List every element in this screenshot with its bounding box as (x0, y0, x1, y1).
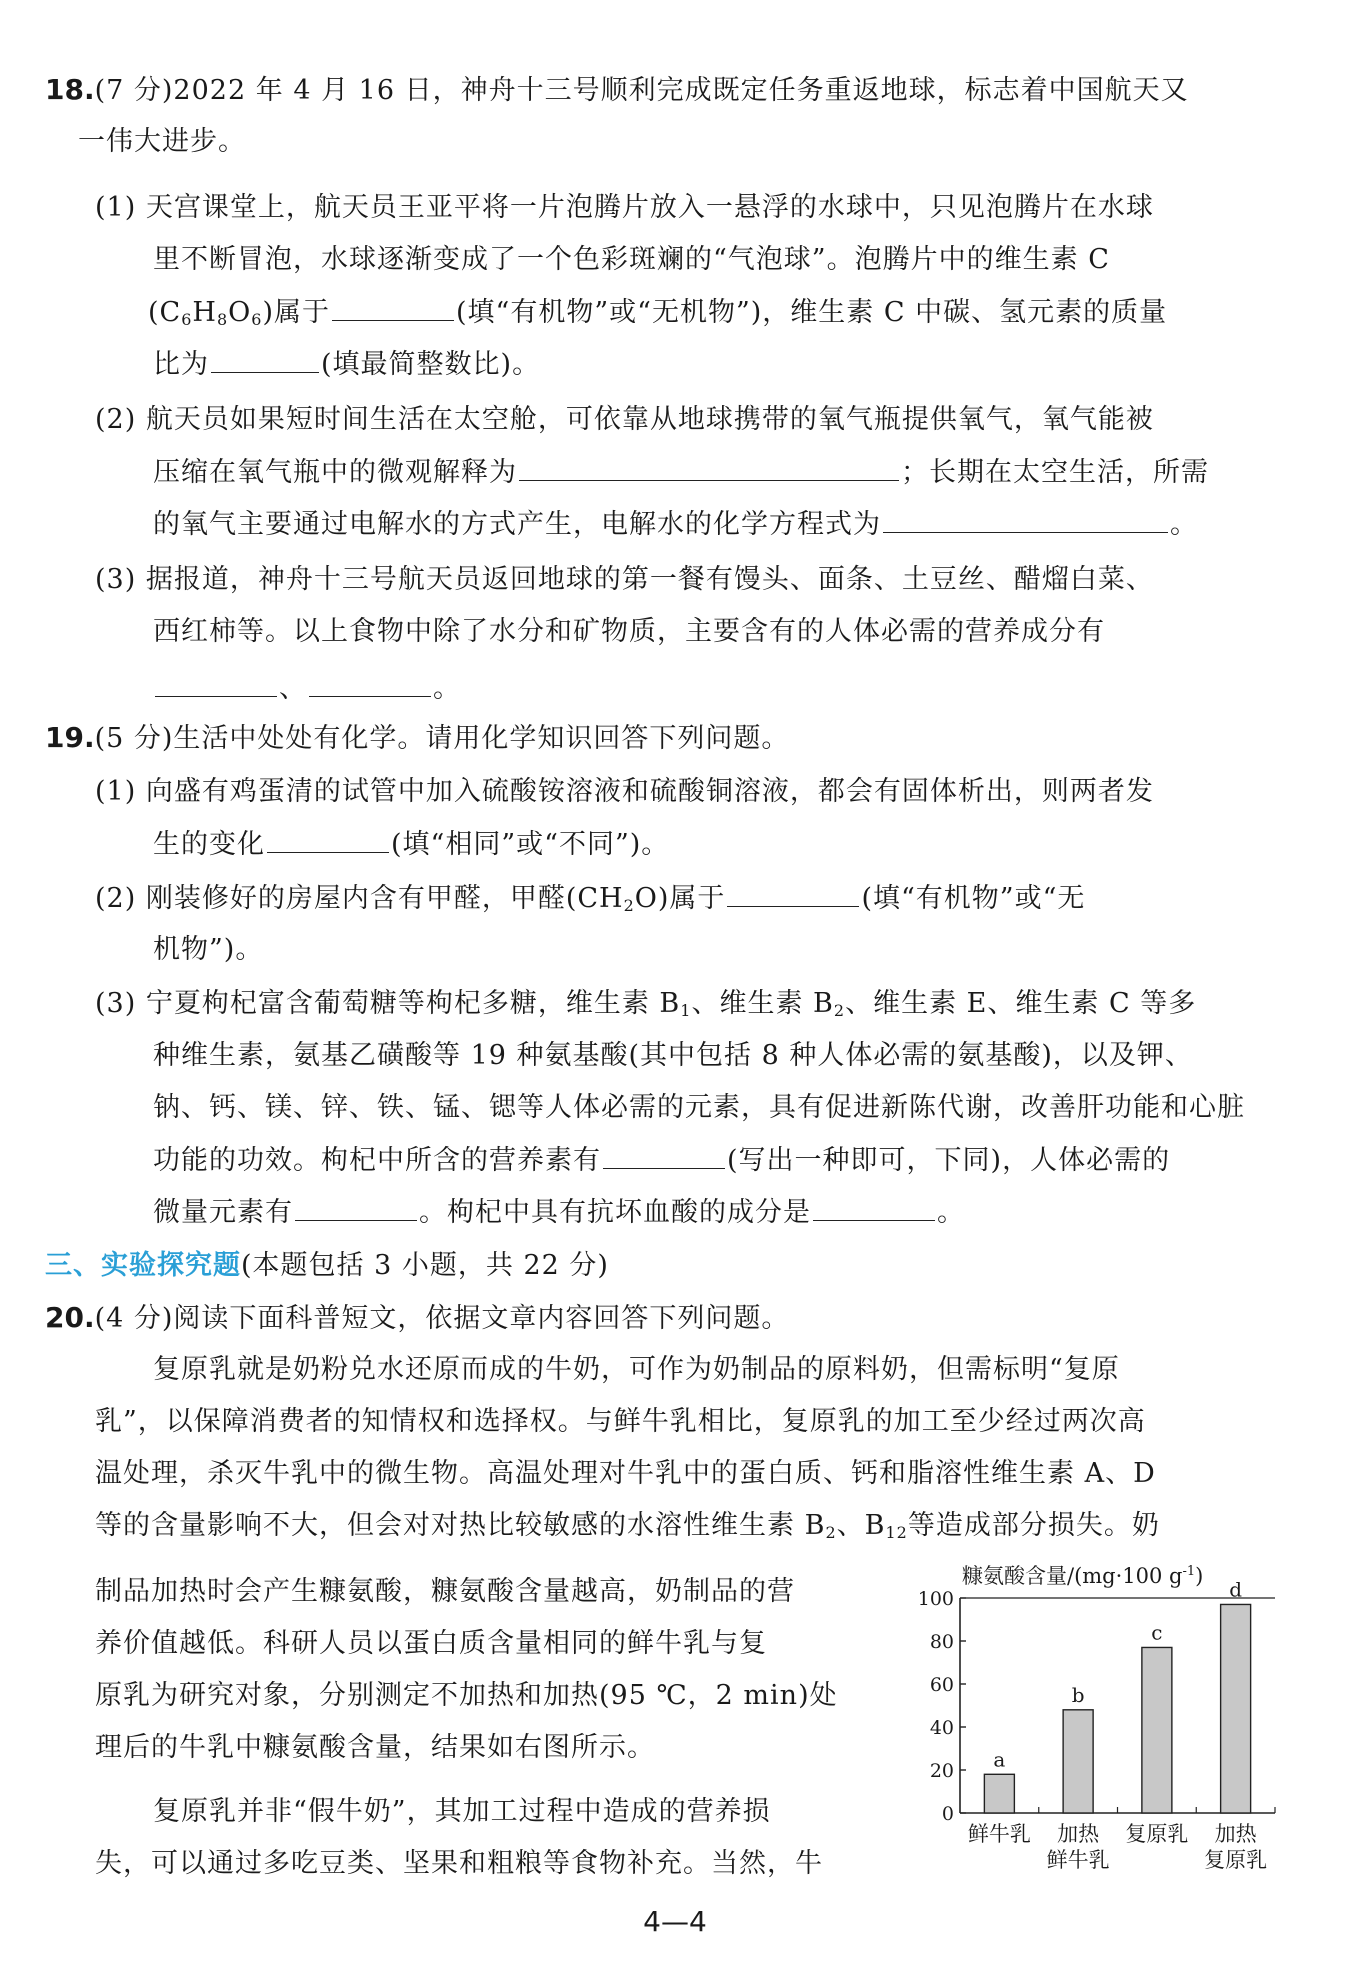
furosine-bar-chart (905, 1565, 1285, 1885)
q20-article-line-10: 失，可以通过多吃豆类、坚果和粗粮等食物补充。当然，牛 (95, 1848, 823, 1879)
y-axis-title: 糠氨酸含量/(mg·100 $g^{-1}$) (962, 1565, 1204, 1588)
q20-article-line-5: 制品加热时会产生糠氨酸，糠氨酸含量越高，奶制品的营 (95, 1576, 795, 1607)
bar-label-b: b (1071, 1682, 1085, 1707)
bar-d (1221, 1604, 1251, 1813)
q19-part3-line-1: (3) 宁夏枸杞富含葡萄糖等枸杞多糖，维生素 $B_1$、维生素 $B_2$、维生素 E、维生素 C 等多 (95, 988, 1197, 1020)
answer-blank[interactable] (813, 1192, 935, 1221)
bar-b (1063, 1710, 1093, 1813)
answer-blank[interactable] (211, 344, 319, 373)
q20-number: 20. (45, 1301, 95, 1334)
q18-part1-line-3: $(C_6H_8O_6)$属于 (填“有机物”或“无机物”)，维生素 C 中碳、氢元素的质量 (148, 292, 1167, 340)
q18-line-1: 18.(7 分)2022 年 4 月 16 日，神舟十三号顺利完成既定任务重返地球，标志着中国航天又 (45, 73, 1189, 106)
q18-part3-line-2: 西红柿等。以上食物中除了水分和矿物质，主要含有的人体必需的营养成分有 (153, 616, 1105, 647)
q20-line-1: 20.(4 分)阅读下面科普短文，依据文章内容回答下列问题。 (45, 1301, 790, 1334)
q19-number: 19. (45, 721, 95, 754)
x-category-label: 鲜牛乳 (967, 1822, 1031, 1846)
y-tick-label: 40 (929, 1717, 954, 1739)
x-category-label: 鲜牛乳 (1046, 1848, 1110, 1872)
q18-part1-line-1: (1) 天宫课堂上，航天员王亚平将一片泡腾片放入一悬浮的水球中，只见泡腾片在水球 (95, 192, 1154, 223)
q19-line-1: 19.(5 分)生活中处处有化学。请用化学知识回答下列问题。 (45, 721, 790, 754)
q20-article-line-6: 养价值越低。科研人员以蛋白质含量相同的鲜牛乳与复 (95, 1628, 767, 1659)
bar-c (1142, 1647, 1172, 1813)
q18-line-2: 一伟大进步。 (78, 126, 246, 157)
page-number: 4—4 (643, 1905, 707, 1938)
q19-part3-line-3: 钠、钙、镁、锌、铁、锰、锶等人体必需的元素，具有促进新陈代谢，改善肝功能和心脏 (153, 1092, 1245, 1123)
q19-part3-line-4: 功能的功效。枸杞中所含的营养素有 (写出一种即可，下同)，人体必需的 (153, 1140, 1170, 1181)
q18-part3-line-3: 、 。 (153, 668, 461, 709)
q18-part2-line-2: 压缩在氧气瓶中的微观解释为 ；长期在太空生活，所需 (153, 452, 1209, 493)
y-tick-label: 20 (929, 1760, 954, 1782)
x-category-label: 加热 (1057, 1822, 1100, 1846)
y-tick-label: 80 (929, 1631, 954, 1653)
q20-article-line-2: 乳”，以保障消费者的知情权和选择权。与鲜牛乳相比，复原乳的加工至少经过两次高 (95, 1406, 1146, 1437)
bar-a (984, 1774, 1014, 1813)
q19-part3-line-2: 种维生素，氨基乙磺酸等 19 种氨基酸(其中包括 8 种人体必需的氨基酸)，以及钾、 (153, 1040, 1193, 1071)
q18-part1-line-2: 里不断冒泡，水球逐渐变成了一个色彩斑斓的“气泡球”。泡腾片中的维生素 C (153, 244, 1110, 275)
answer-blank[interactable] (519, 452, 899, 481)
y-tick-label: 100 (917, 1588, 954, 1610)
x-category-label: 复原乳 (1125, 1822, 1189, 1846)
q18-number: 18. (45, 73, 95, 106)
q18-part1-line-4: 比为 (填最简整数比)。 (153, 344, 540, 385)
q18-part2-line-3: 的氧气主要通过电解水的方式产生，电解水的化学方程式为 。 (153, 504, 1198, 545)
x-category-label: 复原乳 (1204, 1848, 1268, 1872)
bar-label-a: a (993, 1747, 1006, 1772)
answer-blank[interactable] (603, 1140, 725, 1169)
q20-article-line-7: 原乳为研究对象，分别测定不加热和加热(95 ℃，2 min)处 (95, 1680, 838, 1711)
answer-blank[interactable] (295, 1192, 417, 1221)
q19-part1-line-1: (1) 向盛有鸡蛋清的试管中加入硫酸铵溶液和硫酸铜溶液，都会有固体析出，则两者发 (95, 776, 1154, 807)
section-3-note: (本题包括 3 小题，共 22 分) (241, 1250, 609, 1281)
q20-article-line-8: 理后的牛乳中糠氨酸含量，结果如右图所示。 (95, 1732, 655, 1763)
q19-part2-line-2: 机物”)。 (153, 934, 264, 965)
answer-blank[interactable] (155, 668, 277, 697)
bar-label-c: c (1151, 1620, 1163, 1645)
answer-blank[interactable] (309, 668, 431, 697)
q19-part1-line-2: 生的变化 (填“相同”或“不同”)。 (153, 824, 669, 865)
answer-blank[interactable] (332, 292, 454, 321)
bar-label-d: d (1229, 1577, 1243, 1602)
answer-blank[interactable] (727, 878, 859, 907)
section-3-header (45, 1246, 609, 1286)
q20-article-line-3: 温处理，杀灭牛乳中的微生物。高温处理对牛乳中的蛋白质、钙和脂溶性维生素 A、D (95, 1458, 1156, 1489)
q20-article-line-4: 等的含量影响不大，但会对对热比较敏感的水溶性维生素 $B_2$、$B_{12}$等造成部分损失。奶 (95, 1510, 1160, 1542)
section-3-title: 三、实验探究题 (45, 1250, 241, 1281)
q20-article-line-1: 复原乳就是奶粉兑水还原而成的牛奶，可作为奶制品的原料奶，但需标明“复原 (153, 1354, 1120, 1385)
q19-part3-line-5: 微量元素有 。枸杞中具有抗坏血酸的成分是 。 (153, 1192, 965, 1233)
answer-blank[interactable] (267, 824, 389, 853)
y-tick-label: 60 (929, 1674, 954, 1696)
q18-part3-line-1: (3) 据报道，神舟十三号航天员返回地球的第一餐有馒头、面条、土豆丝、醋熘白菜、 (95, 564, 1154, 595)
q18-part2-line-1: (2) 航天员如果短时间生活在太空舱，可依靠从地球携带的氧气瓶提供氧气，氧气能被 (95, 404, 1154, 435)
x-category-label: 加热 (1214, 1822, 1257, 1846)
y-tick-label: 0 (941, 1803, 954, 1825)
q19-part2-line-1: (2) 刚装修好的房屋内含有甲醛，甲醛$(CH_2O)$属于 (填“有机物”或“无 (95, 878, 1085, 926)
q20-article-line-9: 复原乳并非“假牛奶”，其加工过程中造成的营养损 (153, 1796, 771, 1827)
answer-blank[interactable] (883, 504, 1168, 533)
